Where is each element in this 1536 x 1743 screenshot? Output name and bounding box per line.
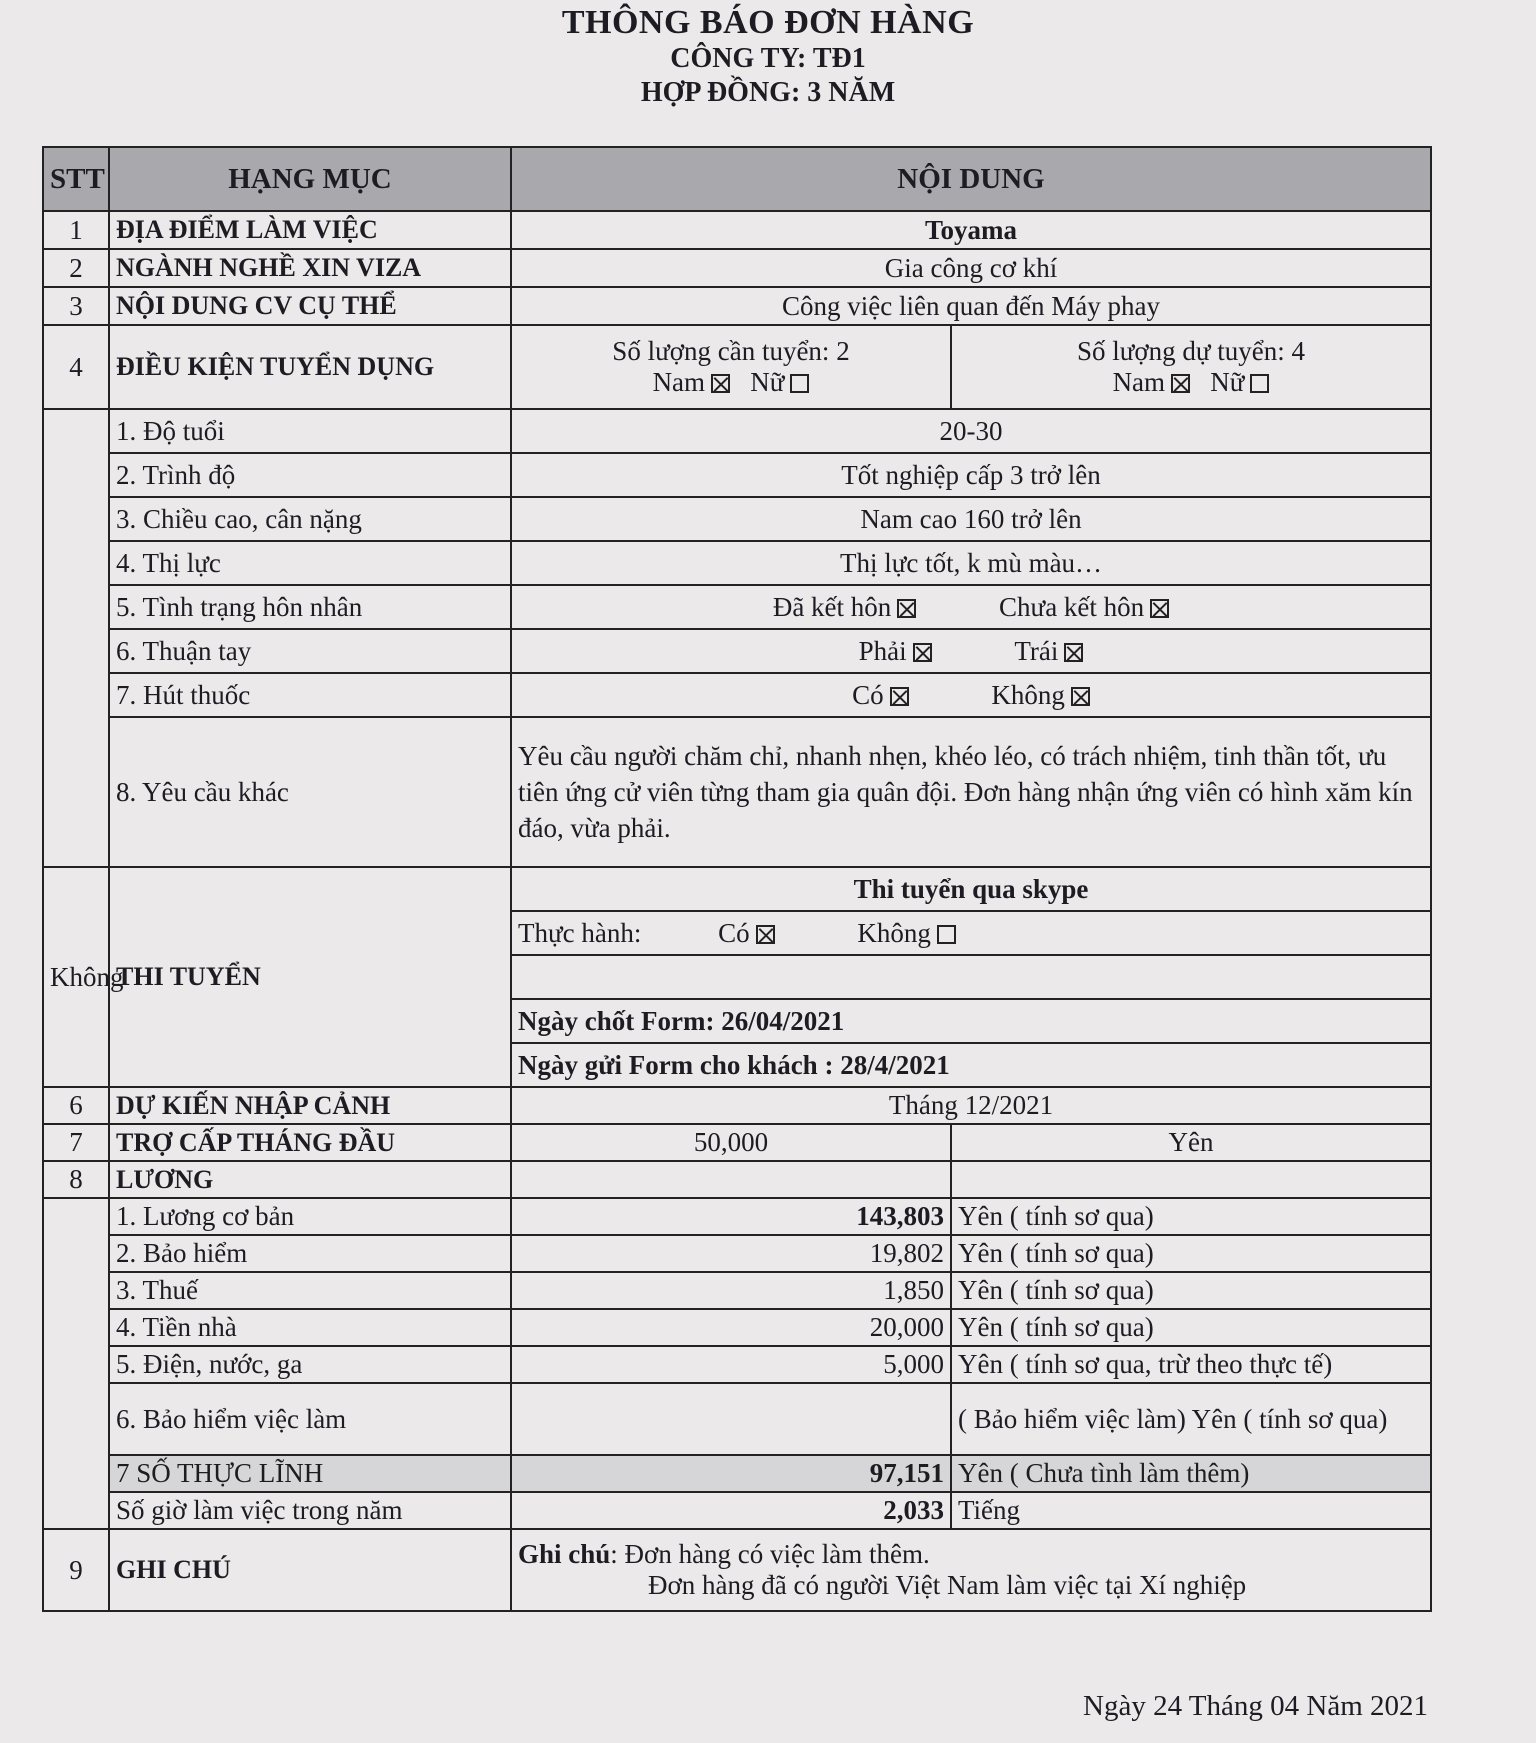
document-header [0,0,1536,110]
job-description: Công việc liên quan đến Máy phay [511,287,1431,325]
salary-unit: Yên ( tính sơ qua, trừ theo thực tế) [951,1346,1431,1383]
salary-unit: Yên ( tính sơ qua) [951,1309,1431,1346]
female-label: Nữ [1210,367,1245,397]
allowance-amount: 50,000 [511,1124,951,1161]
note-label: Ghi chú [518,1539,611,1569]
practice-label: Thực hành: [518,917,642,948]
checked-checkbox-icon [913,643,932,662]
table-row [43,1529,1431,1611]
table-row [43,1124,1431,1161]
candidate-value: 4 [1291,336,1306,366]
checked-checkbox-icon [1150,599,1169,618]
row-label: NGÀNH NGHỀ XIN VIZA [109,249,511,287]
header-content: NỘI DUNG [511,147,1431,211]
condition-label: 1. Độ tuổi [109,409,511,453]
condition-label: 3. Chiều cao, cân nặng [109,497,511,541]
needed-label: Số lượng cần tuyển: [612,336,830,366]
table-row [43,249,1431,287]
salary-amount: 5,000 [511,1346,951,1383]
condition-label: 8. Yêu cầu khác [109,717,511,867]
unchecked-checkbox-icon [1250,374,1269,393]
empty-cell [951,1161,1431,1198]
condition-label: 2. Trình độ [109,453,511,497]
male-label: Nam [652,367,706,397]
row-number: 2 [43,249,109,287]
row-number: 3 [43,287,109,325]
order-table [42,146,1432,1612]
candidate-label: Số lượng dự tuyển: [1076,336,1285,366]
header-category: HẠNG MỤC [109,147,511,211]
salary-unit: Tiếng [951,1492,1431,1529]
condition-value: Thị lực tốt, k mù màu… [511,541,1431,585]
table-row [43,629,1431,673]
condition-label: 7. Hút thuốc [109,673,511,717]
table-row [43,1161,1431,1198]
smoke-no-label: Không [991,679,1065,710]
table-row [43,211,1431,249]
salary-unit: Yên ( tính sơ qua) [951,1235,1431,1272]
salary-label: 7 SỐ THỰC LĨNH [109,1455,511,1492]
row-number: 1 [43,211,109,249]
table-row [43,1235,1431,1272]
table-row [43,1087,1431,1124]
exam-method: Thi tuyển qua skype [511,867,1431,911]
table-row [43,585,1431,629]
work-location: Toyama [511,211,1431,249]
practice-yes-label: Có [718,917,750,948]
salary-amount: 19,802 [511,1235,951,1272]
salary-label: 1. Lương cơ bản [109,1198,511,1235]
smoking-options [511,673,1431,717]
table-row [43,1492,1431,1529]
condition-value: Tốt nghiệp cấp 3 trở lên [511,453,1431,497]
header-stt: STT [43,147,109,211]
salary-label: 2. Bảo hiểm [109,1235,511,1272]
table-row [43,1455,1431,1492]
salary-unit: Yên ( tính sơ qua) [951,1272,1431,1309]
table-row [43,409,1431,453]
row-number: Không [43,867,109,1087]
salary-label: 3. Thuế [109,1272,511,1309]
table-row [43,1198,1431,1235]
row-label: NỘI DUNG CV CỤ THỂ [109,287,511,325]
row-number: 9 [43,1529,109,1611]
condition-label: 4. Thị lực [109,541,511,585]
table-row [43,867,1431,911]
note-line-1: : Đơn hàng có việc làm thêm. [610,1539,930,1569]
entry-date: Tháng 12/2021 [511,1087,1431,1124]
condition-label: 6. Thuận tay [109,629,511,673]
table-row [43,1309,1431,1346]
salary-label: 4. Tiền nhà [109,1309,511,1346]
checked-checkbox-icon [756,925,775,944]
salary-label: Số giờ làm việc trong năm [109,1492,511,1529]
checked-checkbox-icon [897,599,916,618]
note-line-2: Đơn hàng đã có người Việt Nam làm việc tại Xí nghiệp [648,1570,1247,1600]
checked-checkbox-icon [1064,643,1083,662]
candidate-quantity-cell [951,325,1431,409]
table-row [43,1272,1431,1309]
other-requirements: Yêu cầu người chăm chỉ, nhanh nhẹn, khéo léo, có trách nhiệm, tinh thần tốt, ưu tiên ứng cử viên từng tham gia quân đội. Đơn hàng nhận ứng viên có hình xăm kín đáo, vừa phải. [511,717,1431,867]
document-title: THÔNG BÁO ĐƠN HÀNG [561,4,975,41]
condition-value: Nam cao 160 trở lên [511,497,1431,541]
male-label: Nam [1112,367,1166,397]
salary-amount: 97,151 [511,1455,951,1492]
table-header-row [43,147,1431,211]
empty-stt-cell [43,409,109,867]
married-label: Đã kết hôn [772,591,892,622]
allowance-unit: Yên [951,1124,1431,1161]
smoke-yes-label: Có [852,679,884,710]
notes-cell [511,1529,1431,1611]
salary-unit: Yên ( Chưa tình làm thêm) [951,1455,1431,1492]
form-close-date: Ngày chốt Form: 26/04/2021 [511,999,1431,1043]
handedness-options [511,629,1431,673]
salary-amount: 20,000 [511,1309,951,1346]
row-number: 6 [43,1087,109,1124]
checked-checkbox-icon [1071,687,1090,706]
table-row [43,673,1431,717]
salary-amount [511,1383,951,1455]
unchecked-checkbox-icon [937,925,956,944]
condition-label: 5. Tình trạng hôn nhân [109,585,511,629]
row-number: 8 [43,1161,109,1198]
company-name: CÔNG TY: TĐ1 [670,43,866,74]
row-label: THI TUYỂN [109,867,511,1087]
condition-value: 20-30 [511,409,1431,453]
salary-amount: 2,033 [511,1492,951,1529]
needed-value: 2 [836,336,850,366]
salary-amount: 1,850 [511,1272,951,1309]
salary-unit: Yên ( tính sơ qua) [951,1198,1431,1235]
row-label: LƯƠNG [109,1161,511,1198]
practice-no-label: Không [857,917,931,948]
row-label: ĐIỀU KIỆN TUYỂN DỤNG [109,325,511,409]
row-label: GHI CHÚ [109,1529,511,1611]
female-label: Nữ [750,367,785,397]
row-label: DỰ KIẾN NHẬP CẢNH [109,1087,511,1124]
checked-checkbox-icon [890,687,909,706]
needed-quantity-cell [511,325,951,409]
row-number: 7 [43,1124,109,1161]
row-number: 4 [43,325,109,409]
left-hand-label: Trái [1014,635,1059,666]
practice-options [511,911,1431,955]
table-row [43,287,1431,325]
checked-checkbox-icon [711,374,730,393]
contract-term: HỢP ĐỒNG: 3 NĂM [640,77,896,108]
table-row [43,1383,1431,1455]
empty-stt-cell [43,1198,109,1529]
table-row [43,497,1431,541]
table-row [43,1346,1431,1383]
table-row [43,453,1431,497]
table-row [43,717,1431,867]
empty-cell [511,955,1431,999]
unchecked-checkbox-icon [790,374,809,393]
marital-options [511,585,1431,629]
right-hand-label: Phải [858,635,907,666]
document-date: Ngày 24 Tháng 04 Năm 2021 [1083,1690,1428,1722]
visa-occupation: Gia công cơ khí [511,249,1431,287]
form-send-date: Ngày gửi Form cho khách : 28/4/2021 [511,1043,1431,1087]
row-label: ĐỊA ĐIỂM LÀM VIỆC [109,211,511,249]
table-row [43,541,1431,585]
empty-cell [511,1161,951,1198]
salary-label: 6. Bảo hiểm việc làm [109,1383,511,1455]
salary-amount: 143,803 [511,1198,951,1235]
salary-unit: ( Bảo hiểm việc làm) Yên ( tính sơ qua) [951,1383,1431,1455]
salary-label: 5. Điện, nước, ga [109,1346,511,1383]
table-row [43,325,1431,409]
checked-checkbox-icon [1171,374,1190,393]
single-label: Chưa kết hôn [999,591,1145,622]
row-label: TRỢ CẤP THÁNG ĐẦU [109,1124,511,1161]
